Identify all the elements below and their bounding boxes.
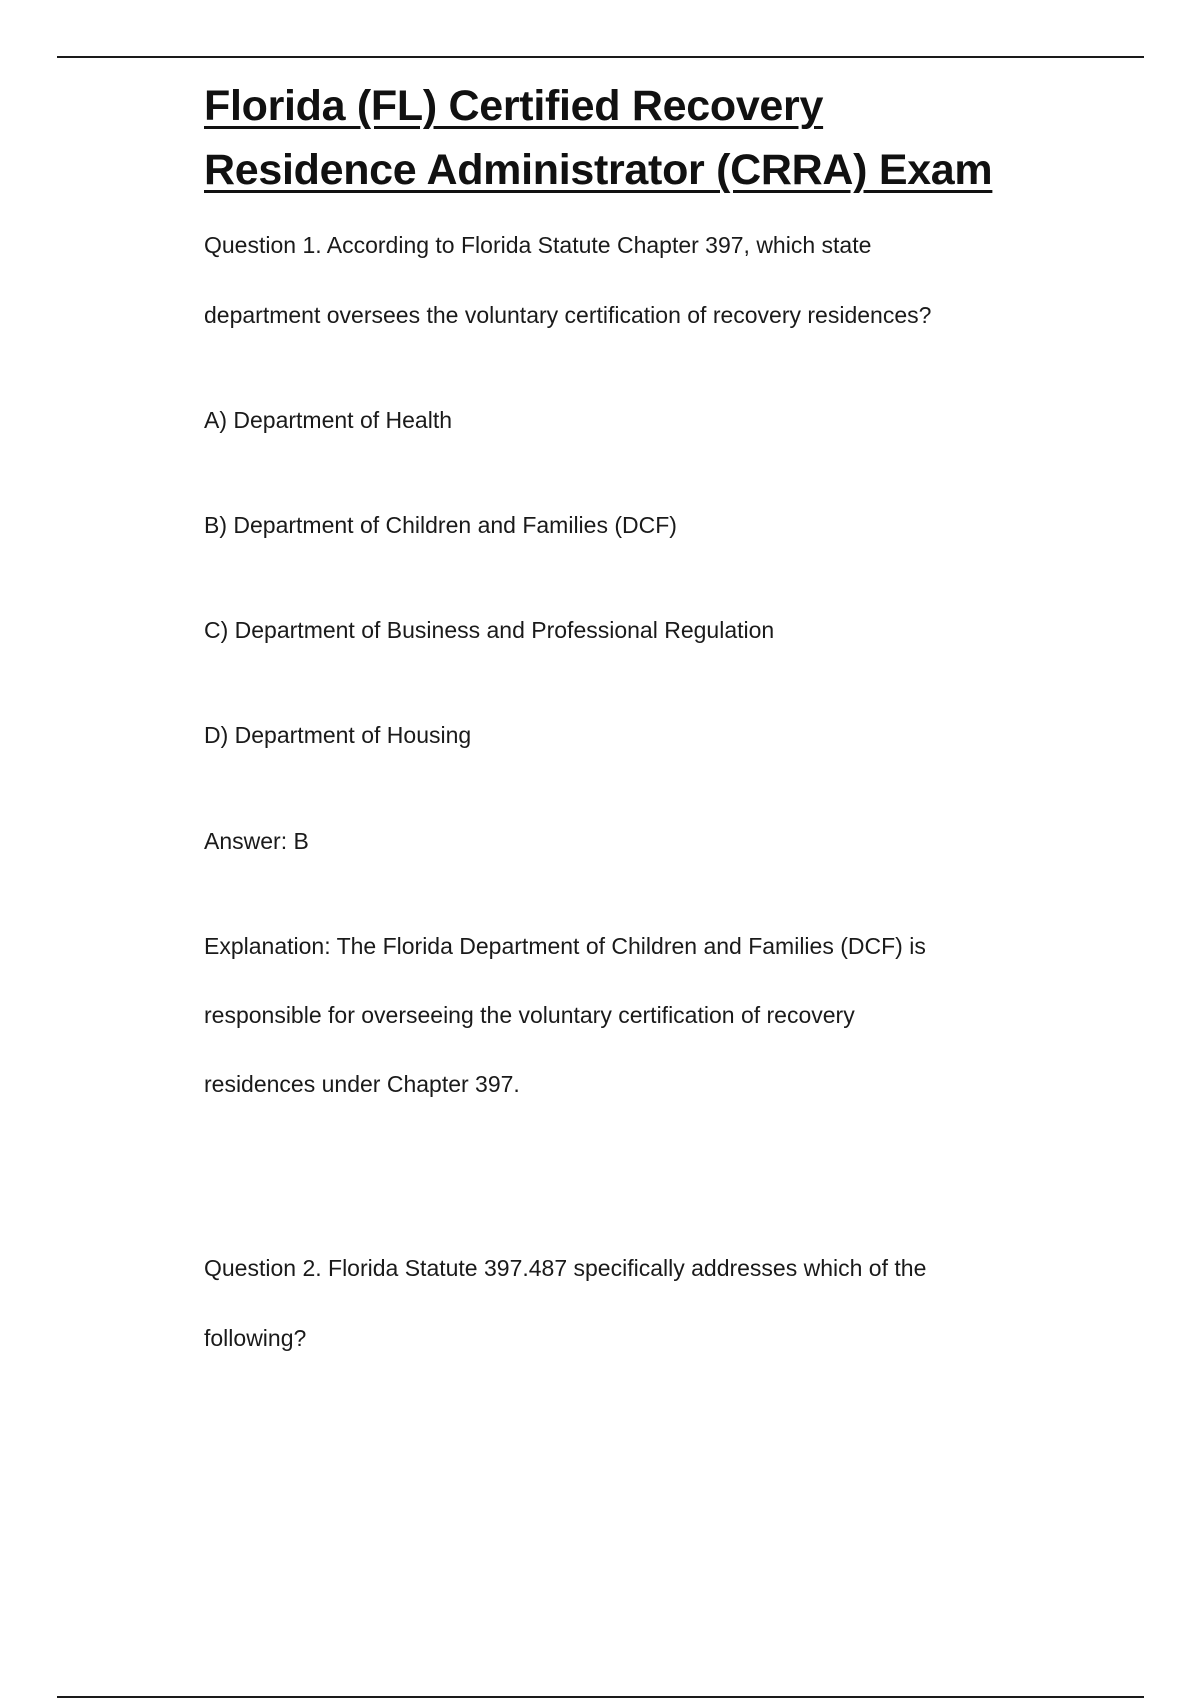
document-title [204,74,1064,202]
option-c: C) Department of Business and Professional Regulation [204,617,775,643]
bottom-rule [57,1696,1144,1698]
title-line-1: Florida (FL) Certified Recovery [204,82,824,130]
top-rule [57,56,1144,58]
question-1-line-1: Question 1. According to Florida Statute Chapter 397, which state [204,232,872,258]
explanation-line-3: residences under Chapter 397. [204,1071,520,1097]
option-b: B) Department of Children and Families (DCF) [204,512,677,538]
title-line-2: Residence Administrator (CRRA) Exam [204,146,993,194]
question-2-line-2: following? [204,1325,307,1351]
question-1-line-2: department oversees the voluntary certification of recovery residences? [204,302,932,328]
option-a: A) Department of Health [204,407,453,433]
question-2-text [204,1245,1064,1361]
document-body [204,74,1064,1385]
question-2-line-1: Question 2. Florida Statute 397.487 specifically addresses which of the [204,1255,927,1281]
question-1-explanation [204,923,1064,1107]
option-d: D) Department of Housing [204,722,472,748]
question-1-answer: Answer: B [204,828,309,854]
explanation-line-2: responsible for overseeing the voluntary certification of recovery [204,1002,855,1028]
explanation-line-1: Explanation: The Florida Department of Children and Families (DCF) is [204,933,926,959]
question-1-text [204,222,1064,338]
